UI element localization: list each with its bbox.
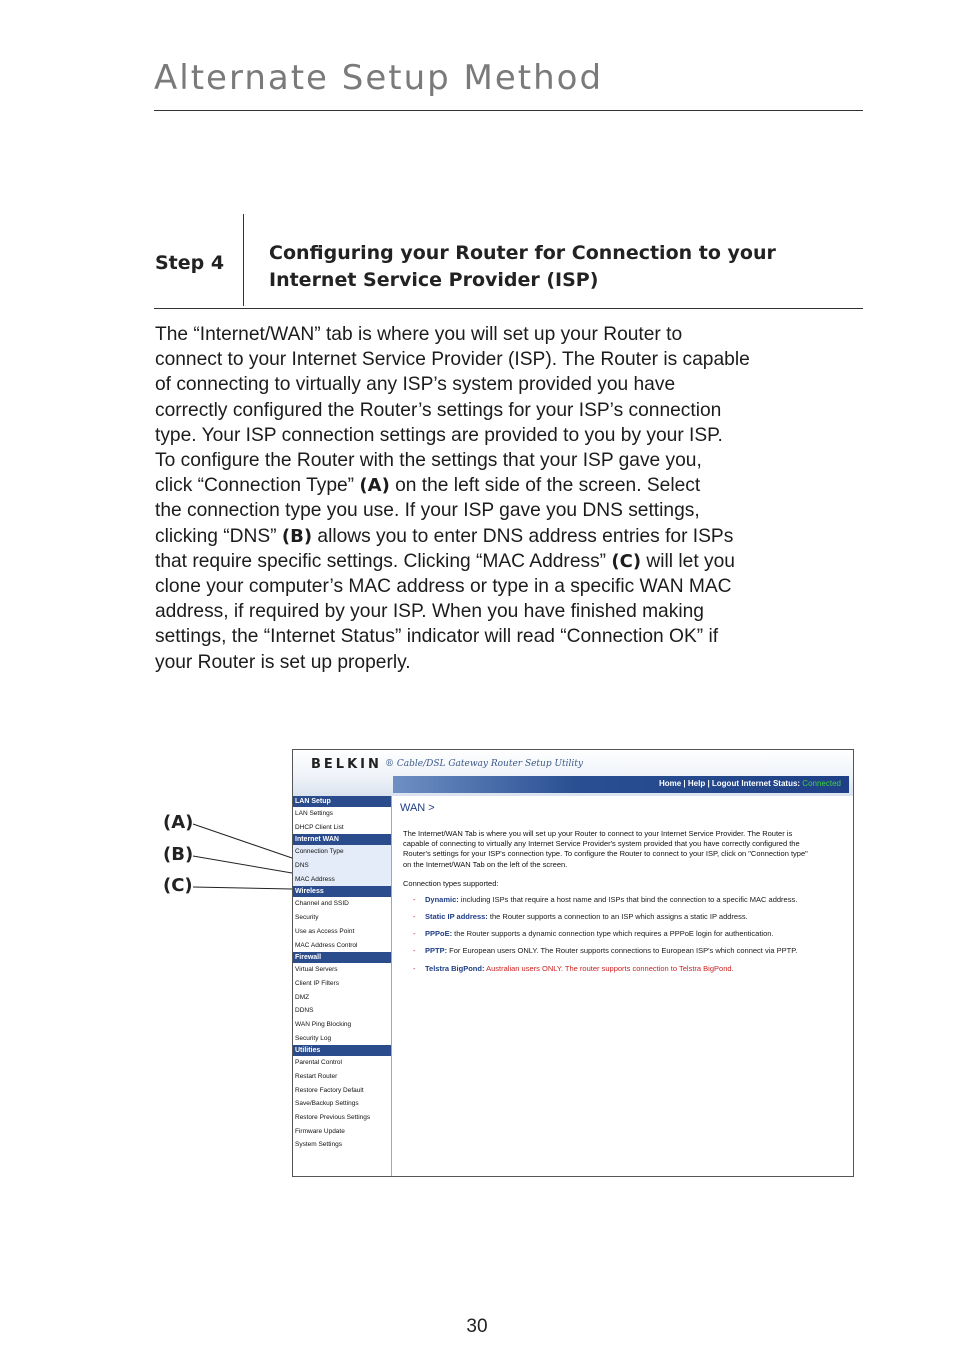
list-item-label: Static IP address: <box>425 912 488 922</box>
utility-subtitle: ® Cable/DSL Gateway Router Setup Utility <box>385 759 584 769</box>
router-navbar <box>393 776 849 793</box>
sidebar-item-dhcp-client-list[interactable]: DHCP Client List <box>295 823 344 831</box>
step-heading <box>269 240 849 294</box>
page-number: 30 <box>466 1316 488 1337</box>
status-value: Connected <box>802 779 841 788</box>
body-line <box>155 524 870 549</box>
body-line: settings, the “Internet Status” indicator will read “Connection OK” if <box>155 626 719 648</box>
sidebar-item-access-point[interactable]: Use as Access Point <box>295 927 355 935</box>
step-label: Step 4 <box>155 252 225 274</box>
content-title: WAN > <box>400 802 435 814</box>
sidebar-section-internet-wan[interactable]: Internet WAN <box>293 834 391 845</box>
sidebar-item-mac-address[interactable]: MAC Address <box>293 873 391 887</box>
body-paragraph <box>155 322 870 675</box>
body-line: connect to your Internet Service Provider (ISP). The Router is capable <box>155 349 750 371</box>
sidebar-section-lan-setup[interactable]: LAN Setup <box>293 796 391 807</box>
content-intro: The Internet/WAN Tab is where you will set up your Router to connect to your Internet Service Provider. The Router is capable of connecting to virtually any Internet Service Provider's system provided that you have correctly configured the Router's settings for your ISP's connection type. To configure the Router to connect to your ISP, click on "Connection type" on the Internet/WAN Tab on the left of the screen. <box>403 829 808 869</box>
body-line: your Router is set up properly. <box>155 651 411 673</box>
step-divider <box>243 214 244 306</box>
list-item <box>411 929 801 939</box>
list-item <box>411 946 801 956</box>
belkin-logo: BELKIN <box>311 757 382 772</box>
body-text-span: click “Connection Type” <box>155 475 360 497</box>
body-line: address, if required by your ISP. When you have finished making <box>155 601 704 623</box>
list-item-text: For European users ONLY. The Router supports connections to European ISP's which connect via PPTP. <box>447 946 798 956</box>
body-line: To configure the Router with the settings that your ISP gave you, <box>155 450 702 472</box>
nav-links[interactable]: Home | Help | Logout <box>658 779 739 788</box>
ref-a: (A) <box>359 475 390 497</box>
list-item-label: Dynamic: <box>425 894 459 904</box>
router-sidebar <box>293 796 392 1176</box>
body-line: of connecting to virtually any ISP’s system provided you have <box>155 374 676 396</box>
body-line: clone your computer’s MAC address or type in a specific WAN MAC <box>155 576 732 598</box>
list-item-text: the Router supports a dynamic connection type which requires a PPPoE login for authentication. <box>452 929 774 939</box>
sidebar-item-firmware-update[interactable]: Firmware Update <box>295 1127 345 1135</box>
sidebar-item-lan-settings[interactable]: LAN Settings <box>295 810 333 817</box>
list-item <box>411 964 801 974</box>
body-text-span: that require specific settings. Clicking “MAC Address” <box>155 550 612 572</box>
router-header <box>293 750 853 796</box>
list-item <box>411 895 801 905</box>
sidebar-item-dmz[interactable]: DMZ <box>295 993 310 1001</box>
list-item-text: the Router supports a connection to an ISP which assigns a static IP address. <box>487 912 748 922</box>
body-text-span: will let you <box>641 550 735 572</box>
list-item <box>411 912 801 922</box>
router-content <box>399 802 849 981</box>
leader-line-c <box>193 887 292 889</box>
list-item-text: including ISPs that require a host name and ISPs that bind the connection to a specific MAC address. <box>458 894 798 904</box>
sidebar-section-wireless[interactable]: Wireless <box>293 886 391 897</box>
content-supported: Connection types supported: <box>403 878 499 888</box>
list-item-label: PPTP: <box>425 946 448 956</box>
ref-b: (B) <box>281 525 313 547</box>
sidebar-item-client-ip-filters[interactable]: Client IP Filters <box>295 979 339 987</box>
callout-c: (C) <box>163 875 193 896</box>
leader-line-a <box>193 824 292 858</box>
sidebar-section-firewall[interactable]: Firewall <box>293 952 391 963</box>
title-divider <box>154 110 863 111</box>
status-label: Internet Status: <box>741 779 803 788</box>
body-text-span: clicking “DNS” <box>155 525 282 547</box>
sidebar-item-security-log[interactable]: Security Log <box>295 1034 332 1042</box>
leader-line-b <box>193 856 292 873</box>
body-line: the connection type you use. If your ISP gave you DNS settings, <box>155 500 700 522</box>
body-line <box>155 549 870 574</box>
router-screenshot <box>292 749 854 1177</box>
sidebar-item-system-settings[interactable]: System Settings <box>295 1141 342 1149</box>
body-text-span: on the left side of the screen. Select <box>389 475 701 497</box>
ref-c: (C) <box>611 550 642 572</box>
body-line: The “Internet/WAN” tab is where you will set up your Router to <box>155 324 683 345</box>
sidebar-item-ddns[interactable]: DDNS <box>295 1007 314 1015</box>
body-line: type. Your ISP connection settings are provided to you by your ISP. <box>155 424 723 446</box>
callout-a: (A) <box>163 812 194 833</box>
sidebar-item-channel-ssid[interactable]: Channel and SSID <box>295 900 349 908</box>
step-heading-line-1: Configuring your Router for Connection to your <box>269 242 776 264</box>
callout-b: (B) <box>163 844 194 865</box>
connection-type-list <box>411 895 849 974</box>
list-item-label: Telstra BigPond: <box>425 963 485 973</box>
page-title: Alternate Setup Method <box>154 58 604 98</box>
step-divider-rule <box>154 308 863 309</box>
body-line <box>155 473 870 498</box>
step-heading-line-2: Internet Service Provider (ISP) <box>269 269 599 291</box>
sidebar-item-restore-previous[interactable]: Restore Previous Settings <box>295 1114 371 1122</box>
sidebar-item-restore-factory[interactable]: Restore Factory Default <box>295 1086 364 1094</box>
sidebar-item-virtual-servers[interactable]: Virtual Servers <box>295 966 338 974</box>
sidebar-item-wan-ping[interactable]: WAN Ping Blocking <box>295 1020 352 1028</box>
list-item-text: Australian users ONLY. The router supports connection to Telstra BigPond. <box>484 963 734 973</box>
sidebar-item-restart-router[interactable]: Restart Router <box>295 1073 338 1080</box>
sidebar-item-parental-control[interactable]: Parental Control <box>295 1059 342 1067</box>
sidebar-item-save-backup[interactable]: Save/Backup Settings <box>295 1100 359 1108</box>
sidebar-item-mac-control[interactable]: MAC Address Control <box>295 941 358 949</box>
body-line: correctly configured the Router’s settings for your ISP’s connection <box>155 399 722 421</box>
internet-status <box>741 779 841 788</box>
sidebar-item-connection-type[interactable]: Connection Type <box>293 845 391 859</box>
list-item-label: PPPoE: <box>425 929 453 939</box>
sidebar-section-utilities[interactable]: Utilities <box>293 1045 391 1056</box>
sidebar-item-dns[interactable]: DNS <box>293 859 391 873</box>
body-text-span: allows you to enter DNS address entries for ISPs <box>312 525 734 547</box>
sidebar-item-security[interactable]: Security <box>295 914 319 922</box>
